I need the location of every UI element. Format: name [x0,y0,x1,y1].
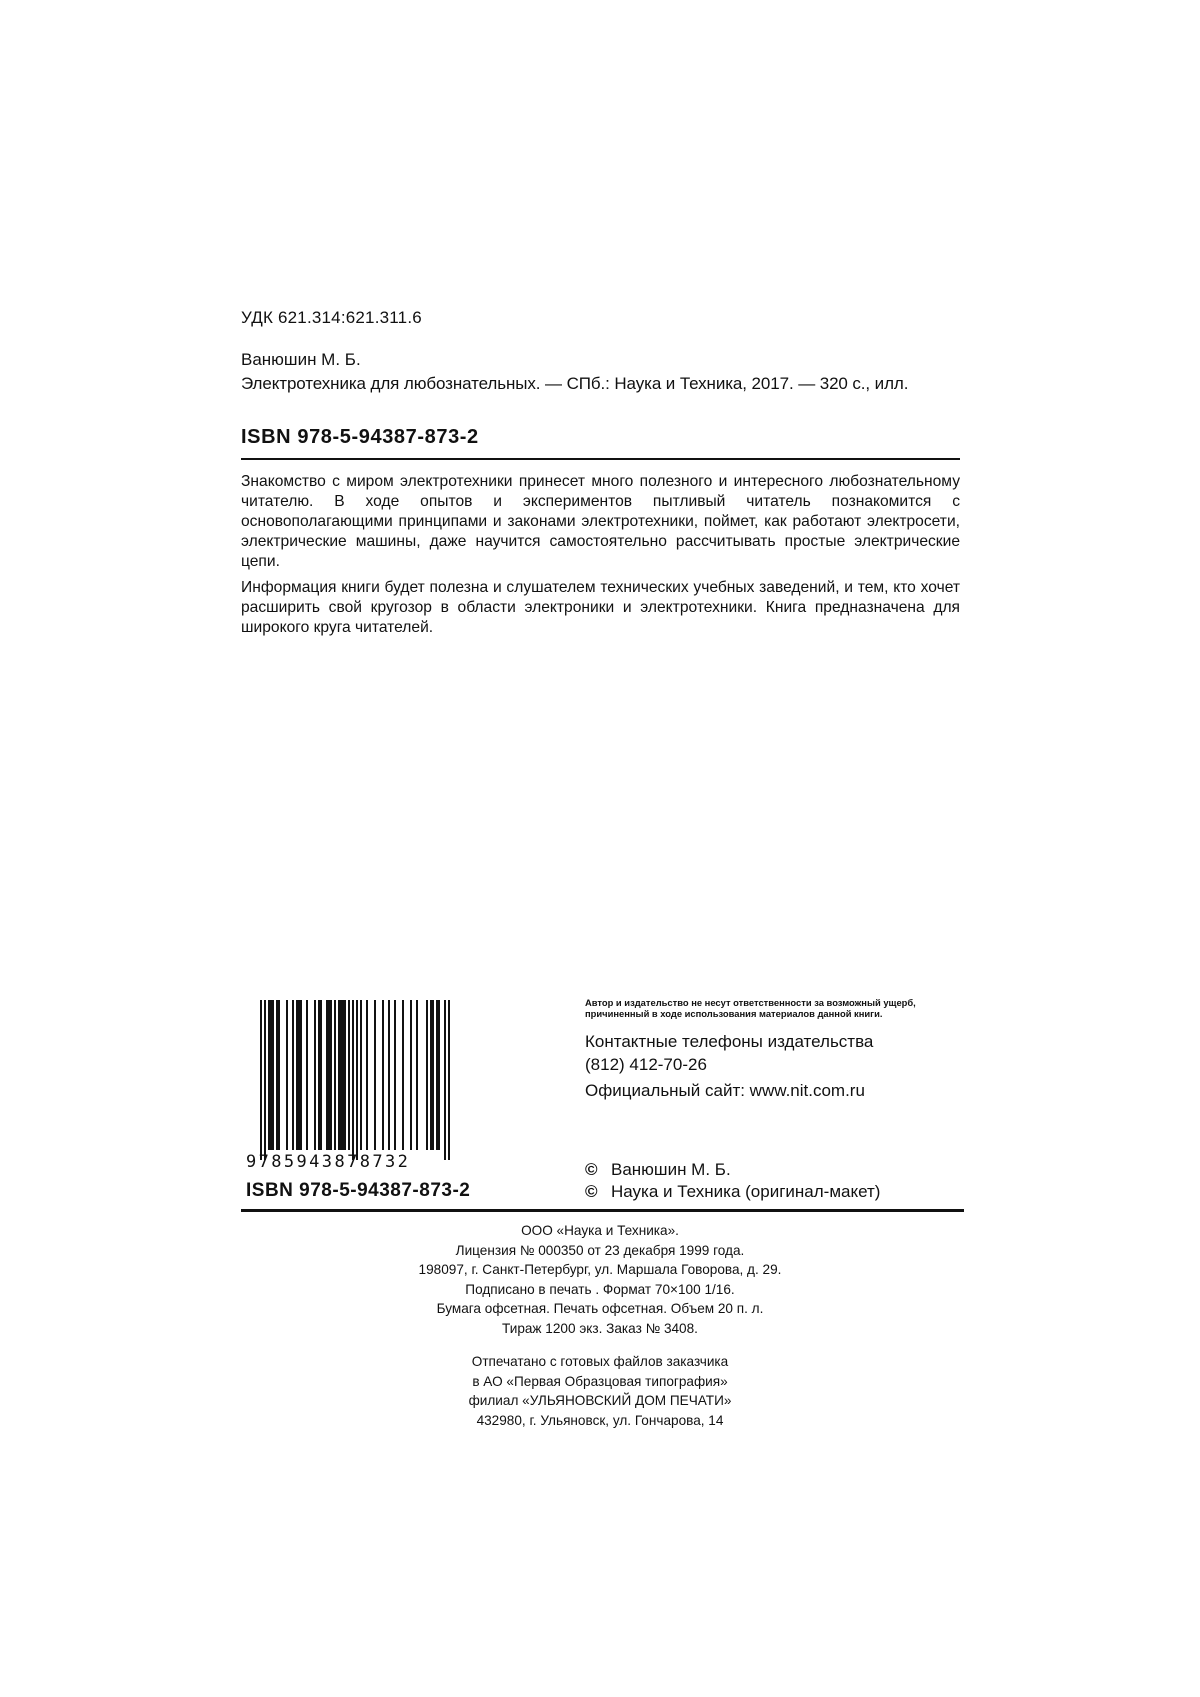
barcode-bar [410,1000,412,1150]
barcode-bar [272,1000,274,1150]
copyright-icon: © [585,1182,598,1201]
barcode-bar [374,1000,376,1150]
barcode-bar [326,1000,328,1150]
barcode-bar [342,1000,344,1150]
barcode-bar [438,1000,440,1150]
barcode-bar [270,1000,272,1150]
imprint-line: Лицензия № 000350 от 23 декабря 1999 года. [455,1242,745,1258]
barcode-digits: 9785943878732 [246,1152,411,1172]
barcode-bar [300,1000,302,1150]
copyright-holder: Ванюшин М. Б. [611,1160,731,1179]
barcode-bar [320,1000,322,1150]
barcode-bar [352,1000,354,1160]
barcode-bar [444,1000,446,1160]
imprint-line: ООО «Наука и Техника». [521,1223,679,1238]
barcode-bar [298,1000,300,1150]
imprint-line: Тираж 1200 экз. Заказ № 3408. [502,1320,698,1336]
barcode-bar [402,1000,404,1150]
barcode-bar [416,1000,418,1150]
barcode-bar [430,1000,432,1150]
printer-line: Отпечатано с готовых файлов заказчика [471,1354,729,1369]
barcode-bar [366,1000,368,1150]
barcode-bar [344,1000,346,1150]
barcode-bar [432,1000,434,1150]
barcode-bar [448,1000,450,1160]
isbn-barcode-label: ISBN 978-5-94387-873-2 [246,1180,471,1201]
isbn-heading: ISBN 978-5-94387-873-2 [241,426,479,448]
book-abstract [241,472,960,644]
barcode-bar [318,1000,320,1150]
barcode-bar [340,1000,342,1150]
printer-line: филиал «УЛЬЯНОВСКИЙ ДОМ ПЕЧАТИ» [468,1393,732,1408]
barcode-bar [278,1000,280,1150]
barcode-bar [388,1000,390,1150]
author-name: Ванюшин М. Б. [241,350,361,369]
contacts-phone: (812) 412-70-26 [585,1055,707,1074]
barcode-bar [276,1000,278,1150]
barcode-bar [330,1000,332,1150]
barcode-bar [394,1000,396,1150]
barcode-bar [338,1000,340,1150]
barcode-bar [382,1000,384,1150]
imprint-block [380,1221,820,1338]
divider-bottom [241,1209,964,1212]
barcode-icon [246,1000,466,1160]
udk-code: УДК 621.314:621.311.6 [241,308,422,327]
barcode-bar [292,1000,294,1150]
imprint-line: 198097, г. Санкт-Петербург, ул. Маршала Говорова, д. 29. [418,1262,782,1277]
barcode-bar [426,1000,428,1150]
barcode-bar [334,1000,336,1150]
abstract-paragraph: Знакомство с миром электротехники принесет много полезного и интересного любознательному читателю. В ходе опытов и экспериментов пытливый читатель познакомится с основополагающими принципами и законами электротехники, поймет, как работают электросети, электрические машины, даже научится самостоятельно рассчитывать простые электрические цепи. [241,473,960,570]
barcode-bar [360,1000,362,1150]
copyright-line-publisher [585,1182,880,1202]
barcode-bar [356,1000,358,1160]
copyright-holder: Наука и Техника (оригинал-макет) [611,1182,881,1201]
liability-disclaimer: Автор и издательство не несут ответственности за возможный ущерб, причиненный в ходе использования материалов данной книги. [585,997,916,1019]
abstract-paragraph: Информация книги будет полезна и слушателем технических учебных заведений, и тем, кто хочет расширить свой кругозор в области электроники и электротехники. Книга предназначена для широкого круга читателей. [241,579,960,636]
bibliographic-line: Электротехника для любознательных. — СПб.: Наука и Техника, 2017. — 320 с., илл. [241,374,909,393]
barcode-bar [348,1000,350,1150]
printer-block [380,1352,820,1430]
imprint-line: Бумага офсетная. Печать офсетная. Объем 20 п. л. [436,1301,764,1316]
printer-line: 432980, г. Ульяновск, ул. Гончарова, 14 [476,1412,724,1428]
barcode-bar [268,1000,270,1150]
barcode-bar [286,1000,288,1150]
divider-top [241,458,960,460]
barcode-bar [314,1000,316,1150]
imprint-line: Подписано в печать . Формат 70×100 1/16. [465,1281,735,1297]
copyright-icon: © [585,1160,598,1179]
barcode-bar [296,1000,298,1150]
barcode-bar [260,1000,262,1160]
contacts-label: Контактные телефоны издательства [585,1032,874,1051]
barcode-bar [306,1000,308,1150]
barcode-bar [264,1000,266,1160]
barcode-bar [328,1000,330,1150]
barcode-bar [436,1000,438,1150]
website-line: Официальный сайт: www.nit.com.ru [585,1081,865,1100]
copyright-line-author [585,1160,731,1180]
printer-line: в АО «Первая Образцовая типография» [472,1373,728,1389]
